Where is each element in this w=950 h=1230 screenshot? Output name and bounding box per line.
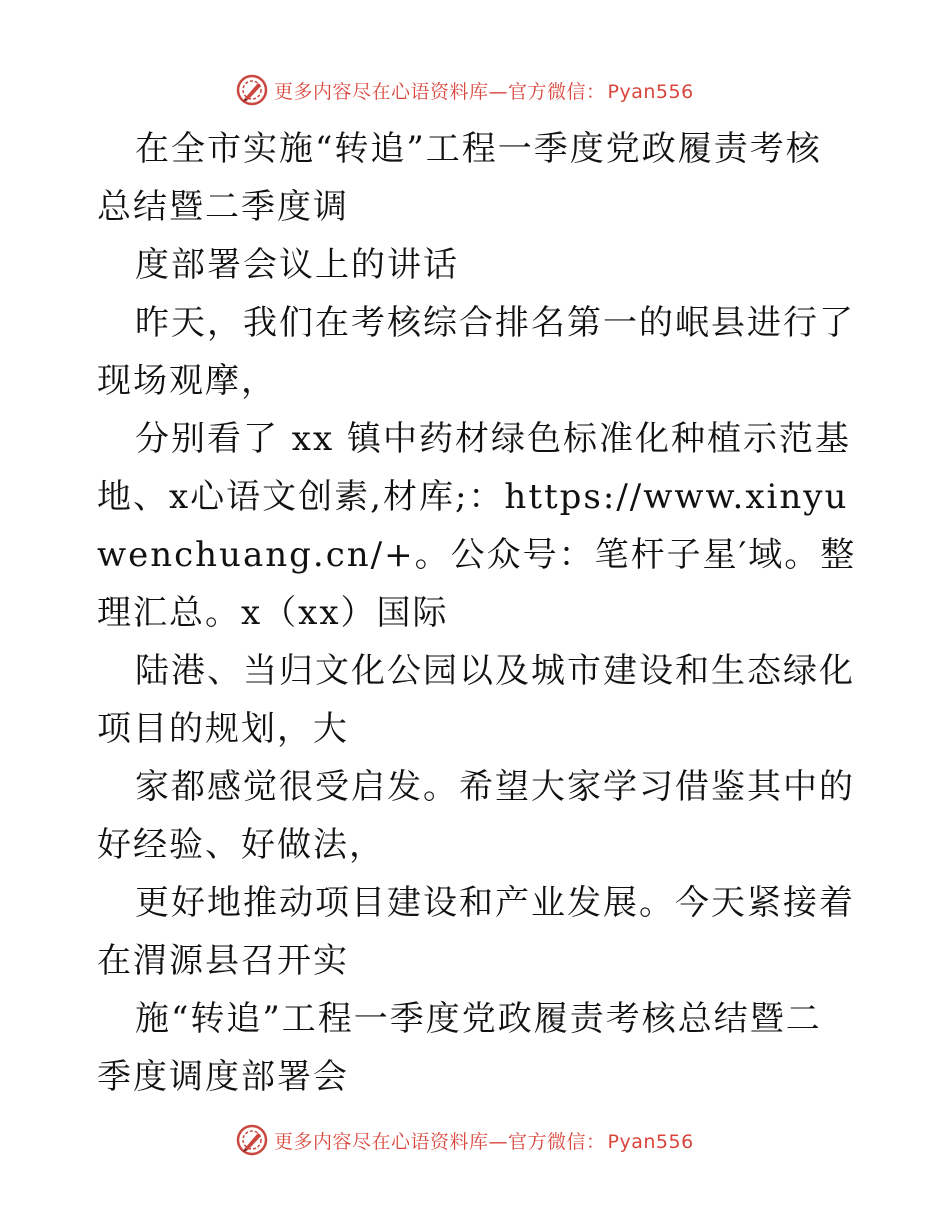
paragraph: 更好地推动项目建设和产业发展。今天紧接着在渭源县召开实 xyxy=(97,883,855,981)
banner-text: 更多内容尽在心语资料库—官方微信： xyxy=(274,80,606,103)
paragraph: 家都感觉很受启发。希望大家学习借鉴其中的好经验、好做法， xyxy=(97,767,855,865)
paragraph: 昨天，我们在考核综合排名第一的岷县进行了现场观摩， xyxy=(97,303,855,401)
paragraph: 陆港、当归文化公园以及城市建设和生态绿化项目的规划，大 xyxy=(97,651,855,749)
paragraph: 度部署会议上的讲话 xyxy=(135,245,459,285)
paragraph: 分别看了 xx 镇中药材绿色标准化种植示范基地、x心语文创素,材库;：https://www.xinyuwenchuang.cn/+。公众号：笔杆子星′域。整理汇总。x（xx）国际 xyxy=(97,419,857,633)
document-body xyxy=(97,120,857,1106)
footer-watermark-banner xyxy=(236,1124,694,1156)
pen-logo-icon xyxy=(236,1124,268,1156)
header-watermark-banner xyxy=(236,74,694,106)
pen-logo-icon xyxy=(236,74,268,106)
banner-label xyxy=(274,77,694,104)
paragraph: 在全市实施“转追”工程一季度党政履责考核总结暨二季度调 xyxy=(97,129,822,227)
banner-handle: Pyan556 xyxy=(607,1130,694,1153)
banner-label xyxy=(274,1127,694,1154)
banner-handle: Pyan556 xyxy=(607,80,694,103)
paragraph: 施“转追”工程一季度党政履责考核总结暨二季度调度部署会 xyxy=(97,999,822,1097)
banner-text: 更多内容尽在心语资料库—官方微信： xyxy=(274,1130,606,1153)
